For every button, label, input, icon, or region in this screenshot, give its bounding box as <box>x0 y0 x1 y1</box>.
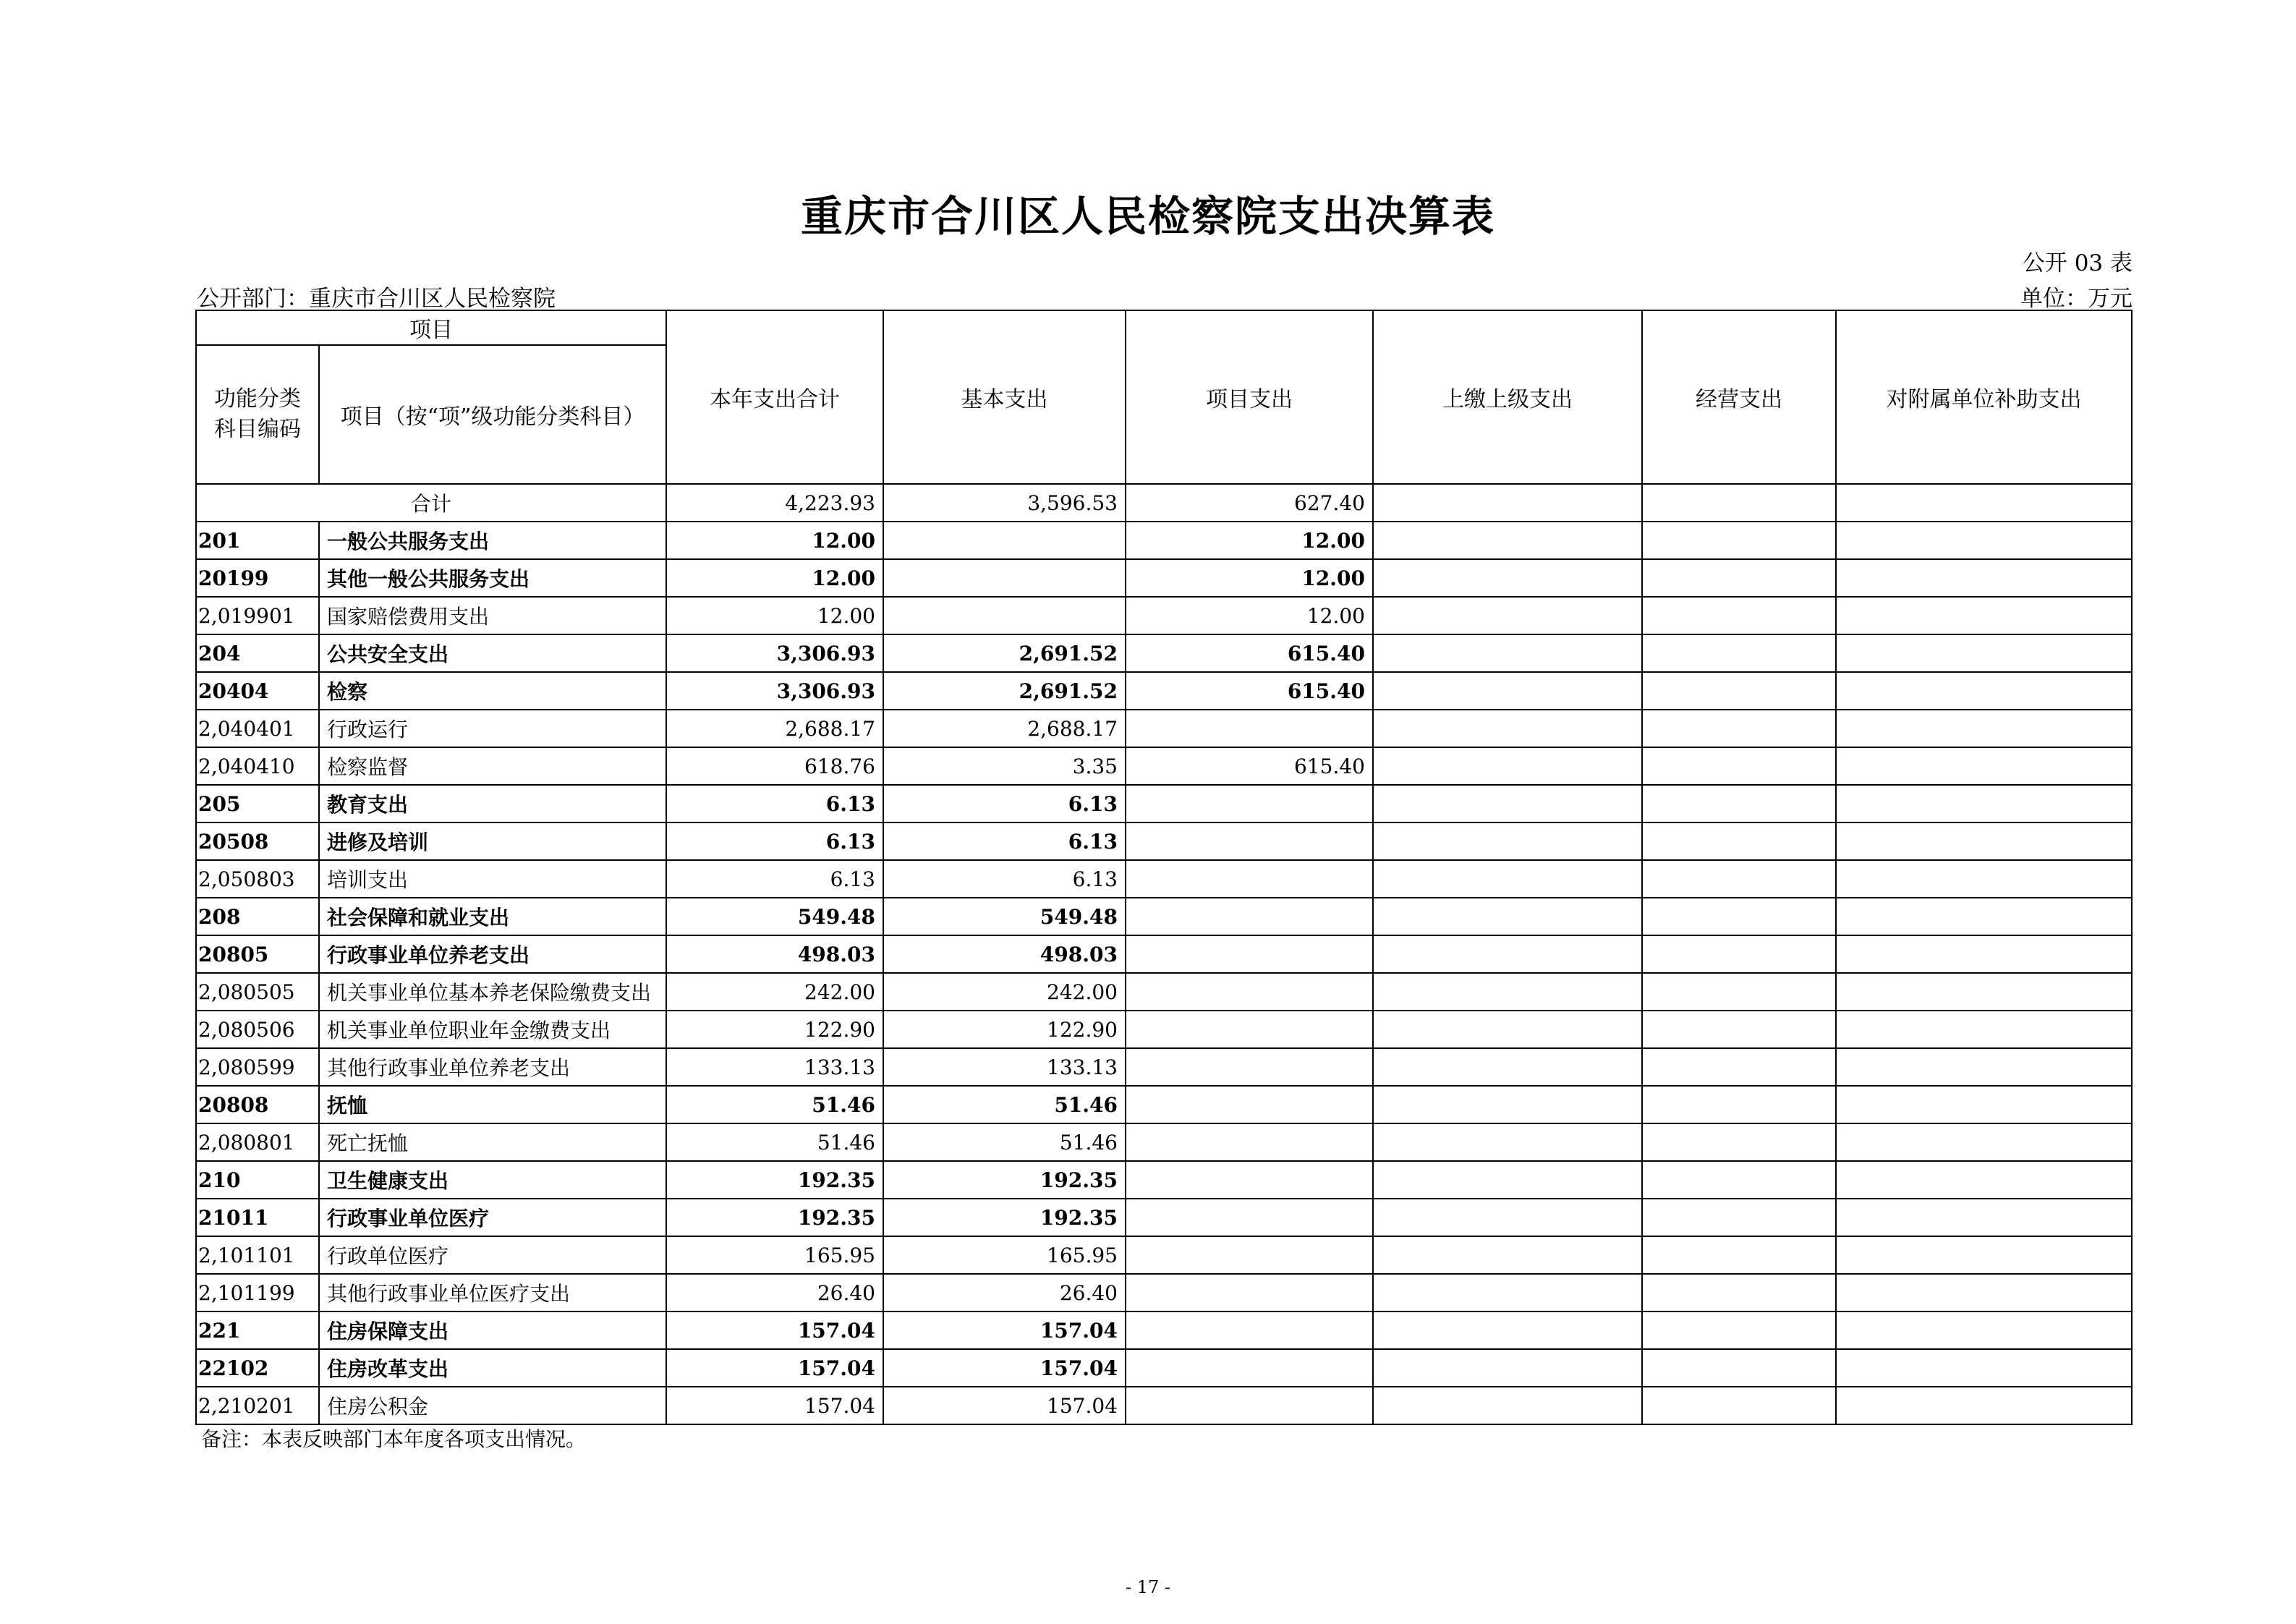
row-basic: 6.13 <box>883 860 1126 898</box>
form-number: 公开 03 表 <box>2022 250 2133 276</box>
row-basic: 165.95 <box>883 1236 1126 1274</box>
row-business <box>1642 785 1836 822</box>
row-basic: 2,688.17 <box>883 710 1126 747</box>
row-business <box>1642 1236 1836 1274</box>
row-business <box>1642 1048 1836 1086</box>
row-name: 检察监督 <box>319 747 666 785</box>
row-basic <box>883 522 1126 559</box>
row-project: 615.40 <box>1126 672 1373 710</box>
row-code: 2,019901 <box>196 597 319 634</box>
row-total: 2,688.17 <box>666 710 883 747</box>
table-row <box>196 1349 2132 1387</box>
row-project <box>1126 1123 1373 1161</box>
row-subsidy <box>1836 522 2132 559</box>
row-upper <box>1373 785 1642 822</box>
row-subsidy <box>1836 1349 2132 1387</box>
row-business <box>1642 973 1836 1011</box>
row-total: 51.46 <box>666 1086 883 1123</box>
row-code: 20805 <box>196 935 319 973</box>
table-row <box>196 1236 2132 1274</box>
row-total: 3,306.93 <box>666 672 883 710</box>
table-row <box>196 1011 2132 1048</box>
row-basic: 6.13 <box>883 785 1126 822</box>
table-row <box>196 1387 2132 1424</box>
row-code: 208 <box>196 898 319 935</box>
row-subsidy <box>1836 860 2132 898</box>
row-name: 行政运行 <box>319 710 666 747</box>
row-total: 133.13 <box>666 1048 883 1086</box>
row-basic: 51.46 <box>883 1123 1126 1161</box>
table-row <box>196 1161 2132 1199</box>
row-upper <box>1373 935 1642 973</box>
row-total: 6.13 <box>666 822 883 860</box>
row-total: 12.00 <box>666 597 883 634</box>
row-basic: 6.13 <box>883 822 1126 860</box>
row-subsidy <box>1836 1086 2132 1123</box>
row-project: 12.00 <box>1126 559 1373 597</box>
row-name: 行政事业单位养老支出 <box>319 935 666 973</box>
row-code: 2,101101 <box>196 1236 319 1274</box>
row-code: 2,080801 <box>196 1123 319 1161</box>
table-row <box>196 1274 2132 1311</box>
row-business <box>1642 559 1836 597</box>
row-code: 20808 <box>196 1086 319 1123</box>
row-business <box>1642 1387 1836 1424</box>
row-subsidy <box>1836 822 2132 860</box>
row-total: 242.00 <box>666 973 883 1011</box>
row-project <box>1126 1011 1373 1048</box>
row-total: 26.40 <box>666 1274 883 1311</box>
row-total: 51.46 <box>666 1123 883 1161</box>
row-upper <box>1373 634 1642 672</box>
row-project: 615.40 <box>1126 634 1373 672</box>
page-number: - 17 - <box>1125 1577 1170 1597</box>
row-name: 公共安全支出 <box>319 634 666 672</box>
row-name: 进修及培训 <box>319 822 666 860</box>
row-business <box>1642 1086 1836 1123</box>
row-business <box>1642 672 1836 710</box>
table-row <box>196 935 2132 973</box>
row-basic: 192.35 <box>883 1199 1126 1236</box>
row-basic: 3.35 <box>883 747 1126 785</box>
row-business <box>1642 860 1836 898</box>
row-basic: 2,691.52 <box>883 634 1126 672</box>
row-business <box>1642 1311 1836 1349</box>
row-code: 2,101199 <box>196 1274 319 1311</box>
total-upper <box>1373 484 1642 522</box>
row-upper <box>1373 1011 1642 1048</box>
row-business <box>1642 597 1836 634</box>
header-upper: 上缴上级支出 <box>1373 310 1642 484</box>
row-code: 2,080506 <box>196 1011 319 1048</box>
header-business: 经营支出 <box>1642 310 1836 484</box>
row-name: 社会保障和就业支出 <box>319 898 666 935</box>
header-code: 功能分类科目编码 <box>196 345 319 484</box>
row-business <box>1642 710 1836 747</box>
row-name: 行政事业单位医疗 <box>319 1199 666 1236</box>
row-basic: 51.46 <box>883 1086 1126 1123</box>
row-total: 12.00 <box>666 522 883 559</box>
row-subsidy <box>1836 935 2132 973</box>
row-basic: 157.04 <box>883 1349 1126 1387</box>
row-upper <box>1373 672 1642 710</box>
table-row <box>196 1086 2132 1123</box>
row-business <box>1642 1011 1836 1048</box>
row-total: 165.95 <box>666 1236 883 1274</box>
row-subsidy <box>1836 1123 2132 1161</box>
row-upper <box>1373 860 1642 898</box>
row-upper <box>1373 1048 1642 1086</box>
total-basic: 3,596.53 <box>883 484 1126 522</box>
row-total: 122.90 <box>666 1011 883 1048</box>
row-name: 其他行政事业单位养老支出 <box>319 1048 666 1086</box>
table-row <box>196 522 2132 559</box>
row-project <box>1126 1311 1373 1349</box>
row-code: 21011 <box>196 1199 319 1236</box>
row-code: 2,210201 <box>196 1387 319 1424</box>
table-row <box>196 973 2132 1011</box>
row-subsidy <box>1836 1387 2132 1424</box>
footnote: 备注：本表反映部门本年度各项支出情况。 <box>201 1427 587 1451</box>
table-row <box>196 898 2132 935</box>
row-project <box>1126 973 1373 1011</box>
row-name: 机关事业单位基本养老保险缴费支出 <box>319 973 666 1011</box>
header-subsidy: 对附属单位补助支出 <box>1836 310 2132 484</box>
row-project <box>1126 1274 1373 1311</box>
row-code: 221 <box>196 1311 319 1349</box>
row-upper <box>1373 973 1642 1011</box>
row-name: 国家赔偿费用支出 <box>319 597 666 634</box>
row-code: 22102 <box>196 1349 319 1387</box>
row-name: 教育支出 <box>319 785 666 822</box>
table-row <box>196 822 2132 860</box>
row-name: 住房保障支出 <box>319 1311 666 1349</box>
row-business <box>1642 1199 1836 1236</box>
row-project <box>1126 1199 1373 1236</box>
header-project: 项目支出 <box>1126 310 1373 484</box>
table-row <box>196 597 2132 634</box>
row-subsidy <box>1836 785 2132 822</box>
table-row <box>196 1048 2132 1086</box>
row-total: 549.48 <box>666 898 883 935</box>
row-business <box>1642 1274 1836 1311</box>
total-label: 合计 <box>196 484 666 522</box>
row-upper <box>1373 559 1642 597</box>
row-basic: 26.40 <box>883 1274 1126 1311</box>
row-total: 157.04 <box>666 1387 883 1424</box>
row-name: 行政单位医疗 <box>319 1236 666 1274</box>
row-name: 住房公积金 <box>319 1387 666 1424</box>
row-basic: 192.35 <box>883 1161 1126 1199</box>
row-subsidy <box>1836 634 2132 672</box>
row-project <box>1126 1349 1373 1387</box>
row-total: 12.00 <box>666 559 883 597</box>
row-code: 2,040410 <box>196 747 319 785</box>
row-code: 20508 <box>196 822 319 860</box>
row-project <box>1126 860 1373 898</box>
table-row <box>196 785 2132 822</box>
row-code: 2,080505 <box>196 973 319 1011</box>
expenditure-table <box>195 310 2133 1425</box>
table-row <box>196 559 2132 597</box>
row-subsidy <box>1836 1011 2132 1048</box>
row-upper <box>1373 1161 1642 1199</box>
row-basic: 157.04 <box>883 1311 1126 1349</box>
department-label: 公开部门：重庆市合川区人民检察院 <box>197 286 556 312</box>
row-total: 192.35 <box>666 1199 883 1236</box>
row-project <box>1126 785 1373 822</box>
row-upper <box>1373 710 1642 747</box>
total-project: 627.40 <box>1126 484 1373 522</box>
row-project: 12.00 <box>1126 597 1373 634</box>
total-business <box>1642 484 1836 522</box>
row-project: 12.00 <box>1126 522 1373 559</box>
row-total: 3,306.93 <box>666 634 883 672</box>
row-upper <box>1373 822 1642 860</box>
row-subsidy <box>1836 1274 2132 1311</box>
row-upper <box>1373 1349 1642 1387</box>
row-business <box>1642 634 1836 672</box>
row-name: 住房改革支出 <box>319 1349 666 1387</box>
row-business <box>1642 747 1836 785</box>
row-name: 卫生健康支出 <box>319 1161 666 1199</box>
row-business <box>1642 1123 1836 1161</box>
table-row <box>196 710 2132 747</box>
row-code: 205 <box>196 785 319 822</box>
row-project <box>1126 1236 1373 1274</box>
table-row <box>196 1311 2132 1349</box>
row-name: 培训支出 <box>319 860 666 898</box>
header-basic: 基本支出 <box>883 310 1126 484</box>
row-basic <box>883 559 1126 597</box>
row-upper <box>1373 1123 1642 1161</box>
row-upper <box>1373 1236 1642 1274</box>
row-subsidy <box>1836 747 2132 785</box>
row-basic: 242.00 <box>883 973 1126 1011</box>
row-basic: 122.90 <box>883 1011 1126 1048</box>
row-subsidy <box>1836 1199 2132 1236</box>
row-project <box>1126 1161 1373 1199</box>
row-upper <box>1373 1311 1642 1349</box>
row-code: 20404 <box>196 672 319 710</box>
row-name: 一般公共服务支出 <box>319 522 666 559</box>
row-basic: 133.13 <box>883 1048 1126 1086</box>
row-subsidy <box>1836 710 2132 747</box>
row-name: 抚恤 <box>319 1086 666 1123</box>
row-subsidy <box>1836 672 2132 710</box>
row-code: 2,080599 <box>196 1048 319 1086</box>
row-code: 210 <box>196 1161 319 1199</box>
row-total: 157.04 <box>666 1349 883 1387</box>
total-total: 4,223.93 <box>666 484 883 522</box>
row-code: 204 <box>196 634 319 672</box>
header-total: 本年支出合计 <box>666 310 883 484</box>
row-project <box>1126 1387 1373 1424</box>
row-basic <box>883 597 1126 634</box>
row-subsidy <box>1836 597 2132 634</box>
row-subsidy <box>1836 1048 2132 1086</box>
row-business <box>1642 935 1836 973</box>
row-upper <box>1373 898 1642 935</box>
row-basic: 498.03 <box>883 935 1126 973</box>
table-row <box>196 1123 2132 1161</box>
row-total: 498.03 <box>666 935 883 973</box>
row-basic: 549.48 <box>883 898 1126 935</box>
row-business <box>1642 1161 1836 1199</box>
total-subsidy <box>1836 484 2132 522</box>
row-project <box>1126 1048 1373 1086</box>
row-subsidy <box>1836 1311 2132 1349</box>
row-total: 157.04 <box>666 1311 883 1349</box>
unit-label: 单位：万元 <box>2020 286 2133 312</box>
row-name: 检察 <box>319 672 666 710</box>
row-project <box>1126 935 1373 973</box>
table-row <box>196 634 2132 672</box>
row-name: 机关事业单位职业年金缴费支出 <box>319 1011 666 1048</box>
row-project <box>1126 822 1373 860</box>
row-upper <box>1373 1274 1642 1311</box>
row-code: 201 <box>196 522 319 559</box>
page-title: 重庆市合川区人民检察院支出决算表 <box>800 192 1495 241</box>
row-subsidy <box>1836 1161 2132 1199</box>
row-business <box>1642 898 1836 935</box>
row-code: 2,050803 <box>196 860 319 898</box>
row-upper <box>1373 597 1642 634</box>
row-basic: 157.04 <box>883 1387 1126 1424</box>
row-business <box>1642 822 1836 860</box>
row-name: 死亡抚恤 <box>319 1123 666 1161</box>
row-code: 2,040401 <box>196 710 319 747</box>
row-subsidy <box>1836 1236 2132 1274</box>
table-row <box>196 672 2132 710</box>
row-project: 615.40 <box>1126 747 1373 785</box>
row-upper <box>1373 522 1642 559</box>
table-row <box>196 747 2132 785</box>
row-total: 618.76 <box>666 747 883 785</box>
row-basic: 2,691.52 <box>883 672 1126 710</box>
row-name: 其他一般公共服务支出 <box>319 559 666 597</box>
table-row <box>196 860 2132 898</box>
row-code: 20199 <box>196 559 319 597</box>
row-project <box>1126 898 1373 935</box>
row-upper <box>1373 1199 1642 1236</box>
row-name: 其他行政事业单位医疗支出 <box>319 1274 666 1311</box>
row-upper <box>1373 747 1642 785</box>
row-project <box>1126 710 1373 747</box>
row-subsidy <box>1836 973 2132 1011</box>
row-total: 6.13 <box>666 785 883 822</box>
total-row <box>196 484 2132 522</box>
header-name: 项目（按“项”级功能分类科目） <box>319 345 666 484</box>
row-upper <box>1373 1387 1642 1424</box>
row-project <box>1126 1086 1373 1123</box>
row-total: 192.35 <box>666 1161 883 1199</box>
row-business <box>1642 1349 1836 1387</box>
row-upper <box>1373 1086 1642 1123</box>
row-subsidy <box>1836 898 2132 935</box>
row-total: 6.13 <box>666 860 883 898</box>
header-item: 项目 <box>196 310 666 345</box>
row-business <box>1642 522 1836 559</box>
table-row <box>196 1199 2132 1236</box>
row-subsidy <box>1836 559 2132 597</box>
